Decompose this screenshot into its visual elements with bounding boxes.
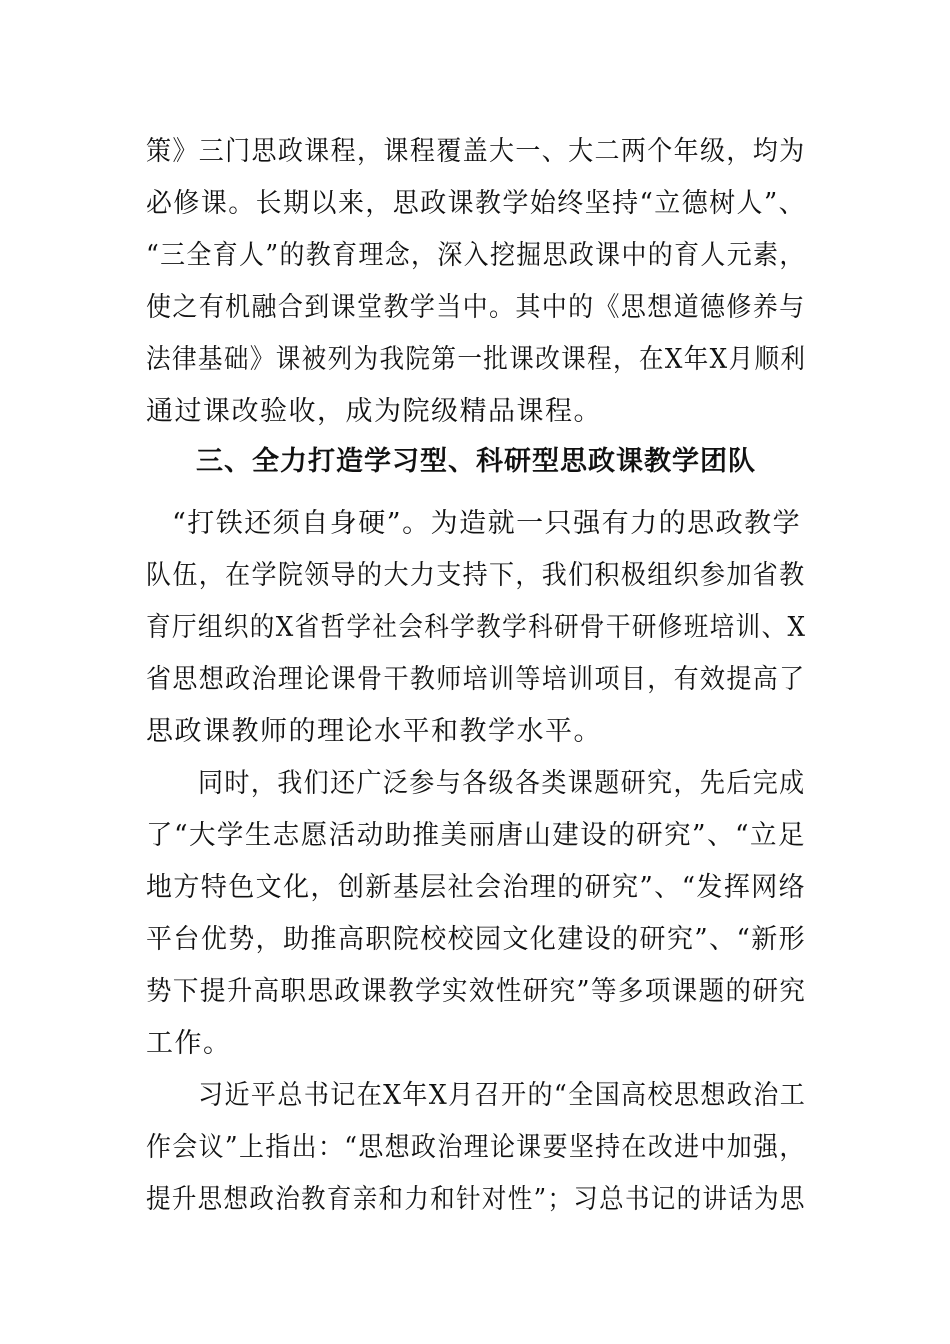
paragraph-1-line-5: 法律基础》课被列为我院第一批课改课程，在X年X月顺利 xyxy=(146,344,807,375)
paragraph-4-line-2: 作会议”上指出：“思想政治理论课要坚持在改进中加强， xyxy=(146,1132,806,1163)
paragraph-3-line-2: 了“大学生志愿活动助推美丽唐山建设的研究”、“立足 xyxy=(146,820,806,851)
paragraph-4-line-1: 习近平总书记在X年X月召开的“全国高校思想政治工 xyxy=(198,1080,807,1111)
paragraph-2-line-4: 省思想政治理论课骨干教师培训等培训项目，有效提高了 xyxy=(146,664,806,695)
paragraph-3-line-4: 平台优势，助推高职院校校园文化建设的研究”、“新形 xyxy=(146,924,807,955)
paragraph-1-line-4: 使之有机融合到课堂教学当中。其中的《思想道德修养与 xyxy=(146,292,806,323)
paragraph-3-line-6: 工作。 xyxy=(146,1028,232,1059)
paragraph-1-line-3: “三全育人”的教育理念，深入挖掘思政课中的育人元素， xyxy=(146,240,806,271)
paragraph-2-line-1: “打铁还须自身硬”。为造就一只强有力的思政教学 xyxy=(172,508,802,539)
section-heading: 三、全力打造学习型、科研型思政课教学团队 xyxy=(196,446,756,477)
paragraph-1-line-1: 策》三门思政课程，课程覆盖大一、大二两个年级，均为 xyxy=(146,136,806,167)
paragraph-2-line-5: 思政课教师的理论水平和教学水平。 xyxy=(146,716,602,747)
paragraph-3-line-3: 地方特色文化，创新基层社会治理的研究”、“发挥网络 xyxy=(146,872,807,903)
paragraph-1-line-2: 必修课。长期以来，思政课教学始终坚持“立德树人”、 xyxy=(146,188,807,219)
paragraph-3-line-1: 同时，我们还广泛参与各级各类课题研究，先后完成 xyxy=(198,768,806,799)
paragraph-1-line-6: 通过课改验收，成为院级精品课程。 xyxy=(146,396,602,427)
paragraph-2-line-2: 队伍，在学院领导的大力支持下，我们积极组织参加省教 xyxy=(146,560,806,591)
paragraph-2-line-3: 育厅组织的X省哲学社会科学教学科研骨干研修班培训、X xyxy=(146,612,807,643)
paragraph-3-line-5: 势下提升高职思政课教学实效性研究”等多项课题的研究 xyxy=(146,976,807,1007)
paragraph-4-line-3: 提升思想政治教育亲和力和针对性”；习总书记的讲话为思 xyxy=(146,1184,806,1215)
